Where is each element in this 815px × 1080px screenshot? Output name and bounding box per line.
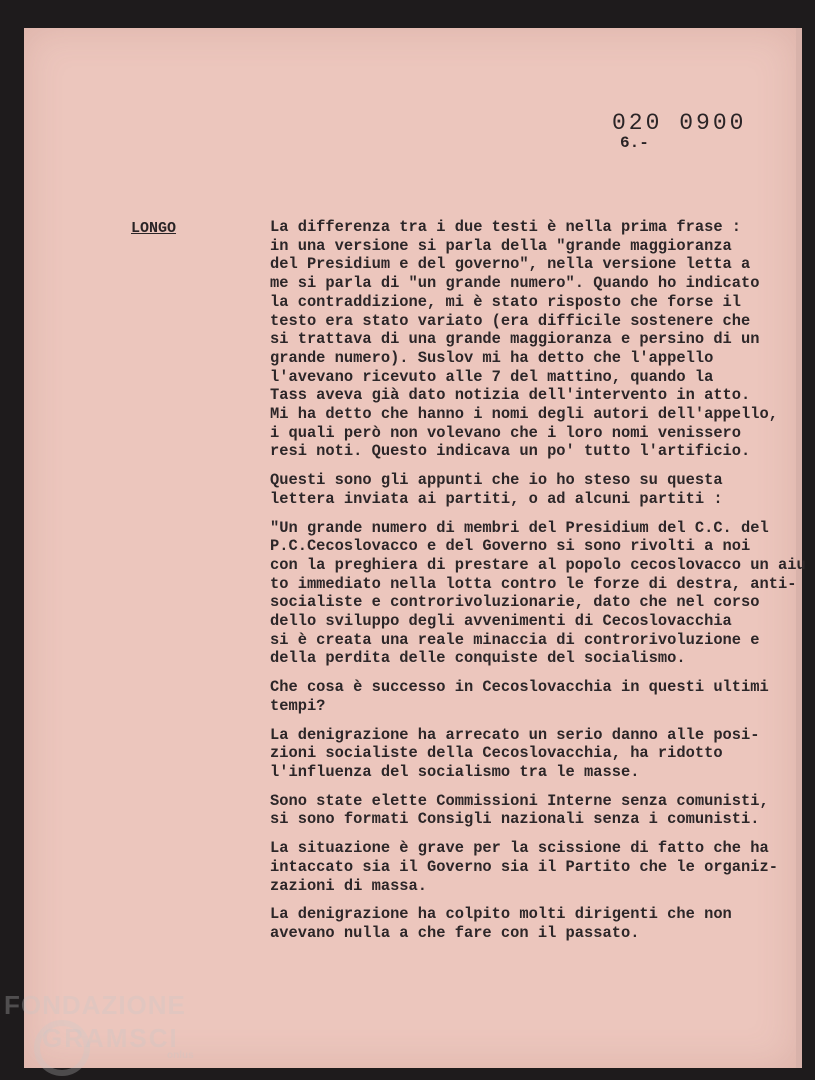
text-line: Mi ha detto che hanno i nomi degli autori dell'appello, xyxy=(270,405,778,424)
text-line: grande numero). Suslov mi ha detto che l'appello xyxy=(270,348,714,367)
watermark-logo-icon xyxy=(34,1020,90,1076)
text-line: la contraddizione, mi è stato risposto che forse il xyxy=(270,292,742,311)
text-line: Sono state elette Commissioni Interne senza comunisti, xyxy=(270,791,769,810)
text-line: i quali però non volevano che i loro nomi venissero xyxy=(270,423,742,442)
watermark-line-1: FONDAZIONE xyxy=(4,990,186,1020)
text-line: "Un grande numero di membri del Presidium del C.C. del xyxy=(270,518,769,537)
paragraph xyxy=(270,471,815,508)
text-line: tempi? xyxy=(270,696,326,715)
text-line: in una versione si parla della "grande maggioranza xyxy=(270,236,732,255)
text-line: La denigrazione ha arrecato un serio danno alle posi- xyxy=(270,725,760,744)
paragraph xyxy=(270,792,815,829)
text-line: La denigrazione ha colpito molti dirigenti che non xyxy=(270,905,732,924)
text-line: si trattava di una grande maggioranza e persino di un xyxy=(270,330,760,349)
text-line: avevano nulla a che fare con il passato. xyxy=(270,923,640,942)
text-line: si è creata una reale minaccia di controrivoluzione e xyxy=(270,630,760,649)
quoted-letter-paragraph xyxy=(270,519,815,669)
paragraph xyxy=(270,726,815,782)
text-line: con la preghiera di prestare al popolo cecoslovacco un aiu xyxy=(270,555,806,574)
text-line: lettera inviata ai partiti, o ad alcuni partiti : xyxy=(270,489,723,508)
transcript-body xyxy=(270,218,815,953)
paragraph xyxy=(270,678,815,715)
text-line: l'avevano ricevuto alle 7 del mattino, quando la xyxy=(270,367,714,386)
text-line: me si parla di "un grande numero". Quando ho indicato xyxy=(270,274,760,293)
text-line: zazioni di massa. xyxy=(270,876,428,895)
text-line: l'influenza del socialismo tra le masse. xyxy=(270,762,640,781)
watermark-line-3: onlus xyxy=(167,1050,194,1061)
document-page xyxy=(24,28,806,1068)
text-line: La situazione è grave per la scissione di fatto che ha xyxy=(270,839,769,858)
fondazione-gramsci-watermark xyxy=(4,990,194,1061)
page-number: 6.- xyxy=(620,134,649,152)
text-line: socialiste e controrivoluzionarie, dato che nel corso xyxy=(270,593,760,612)
paragraph xyxy=(270,839,815,895)
speaker-name: LONGO xyxy=(131,220,177,237)
text-line: La differenza tra i due testi è nella prima frase : xyxy=(270,218,742,236)
text-line: resi noti. Questo indicava un po' tutto l'artificio. xyxy=(270,442,751,461)
text-line: Che cosa è successo in Cecoslovacchia in questi ultimi xyxy=(270,678,769,697)
text-line: intaccato sia il Governo sia il Partito che le organiz- xyxy=(270,857,778,876)
text-line: del Presidium e del governo", nella versione letta a xyxy=(270,255,751,274)
text-line: zioni socialiste della Cecoslovacchia, ha ridotto xyxy=(270,744,723,763)
text-line: Questi sono gli appunti che io ho steso su questa xyxy=(270,471,723,490)
paragraph xyxy=(270,218,815,461)
reference-number: 020 0900 xyxy=(612,110,747,136)
text-line: Tass aveva già dato notizia dell'intervento in atto. xyxy=(270,386,751,405)
paragraph xyxy=(270,905,815,942)
text-line: dello sviluppo degli avvenimenti di Cecoslovacchia xyxy=(270,612,732,631)
text-line: P.C.Cecoslovacco e del Governo si sono rivolti a noi xyxy=(270,537,751,556)
watermark-line-2: GRAMSCI xyxy=(42,1023,179,1053)
text-line: della perdita delle conquiste del socialismo. xyxy=(270,649,686,668)
text-line: si sono formati Consigli nazionali senza i comunisti. xyxy=(270,810,760,829)
text-line: to immediato nella lotta contro le forze di destra, anti- xyxy=(270,574,797,593)
text-line: testo era stato variato (era difficile sostenere che xyxy=(270,311,751,330)
